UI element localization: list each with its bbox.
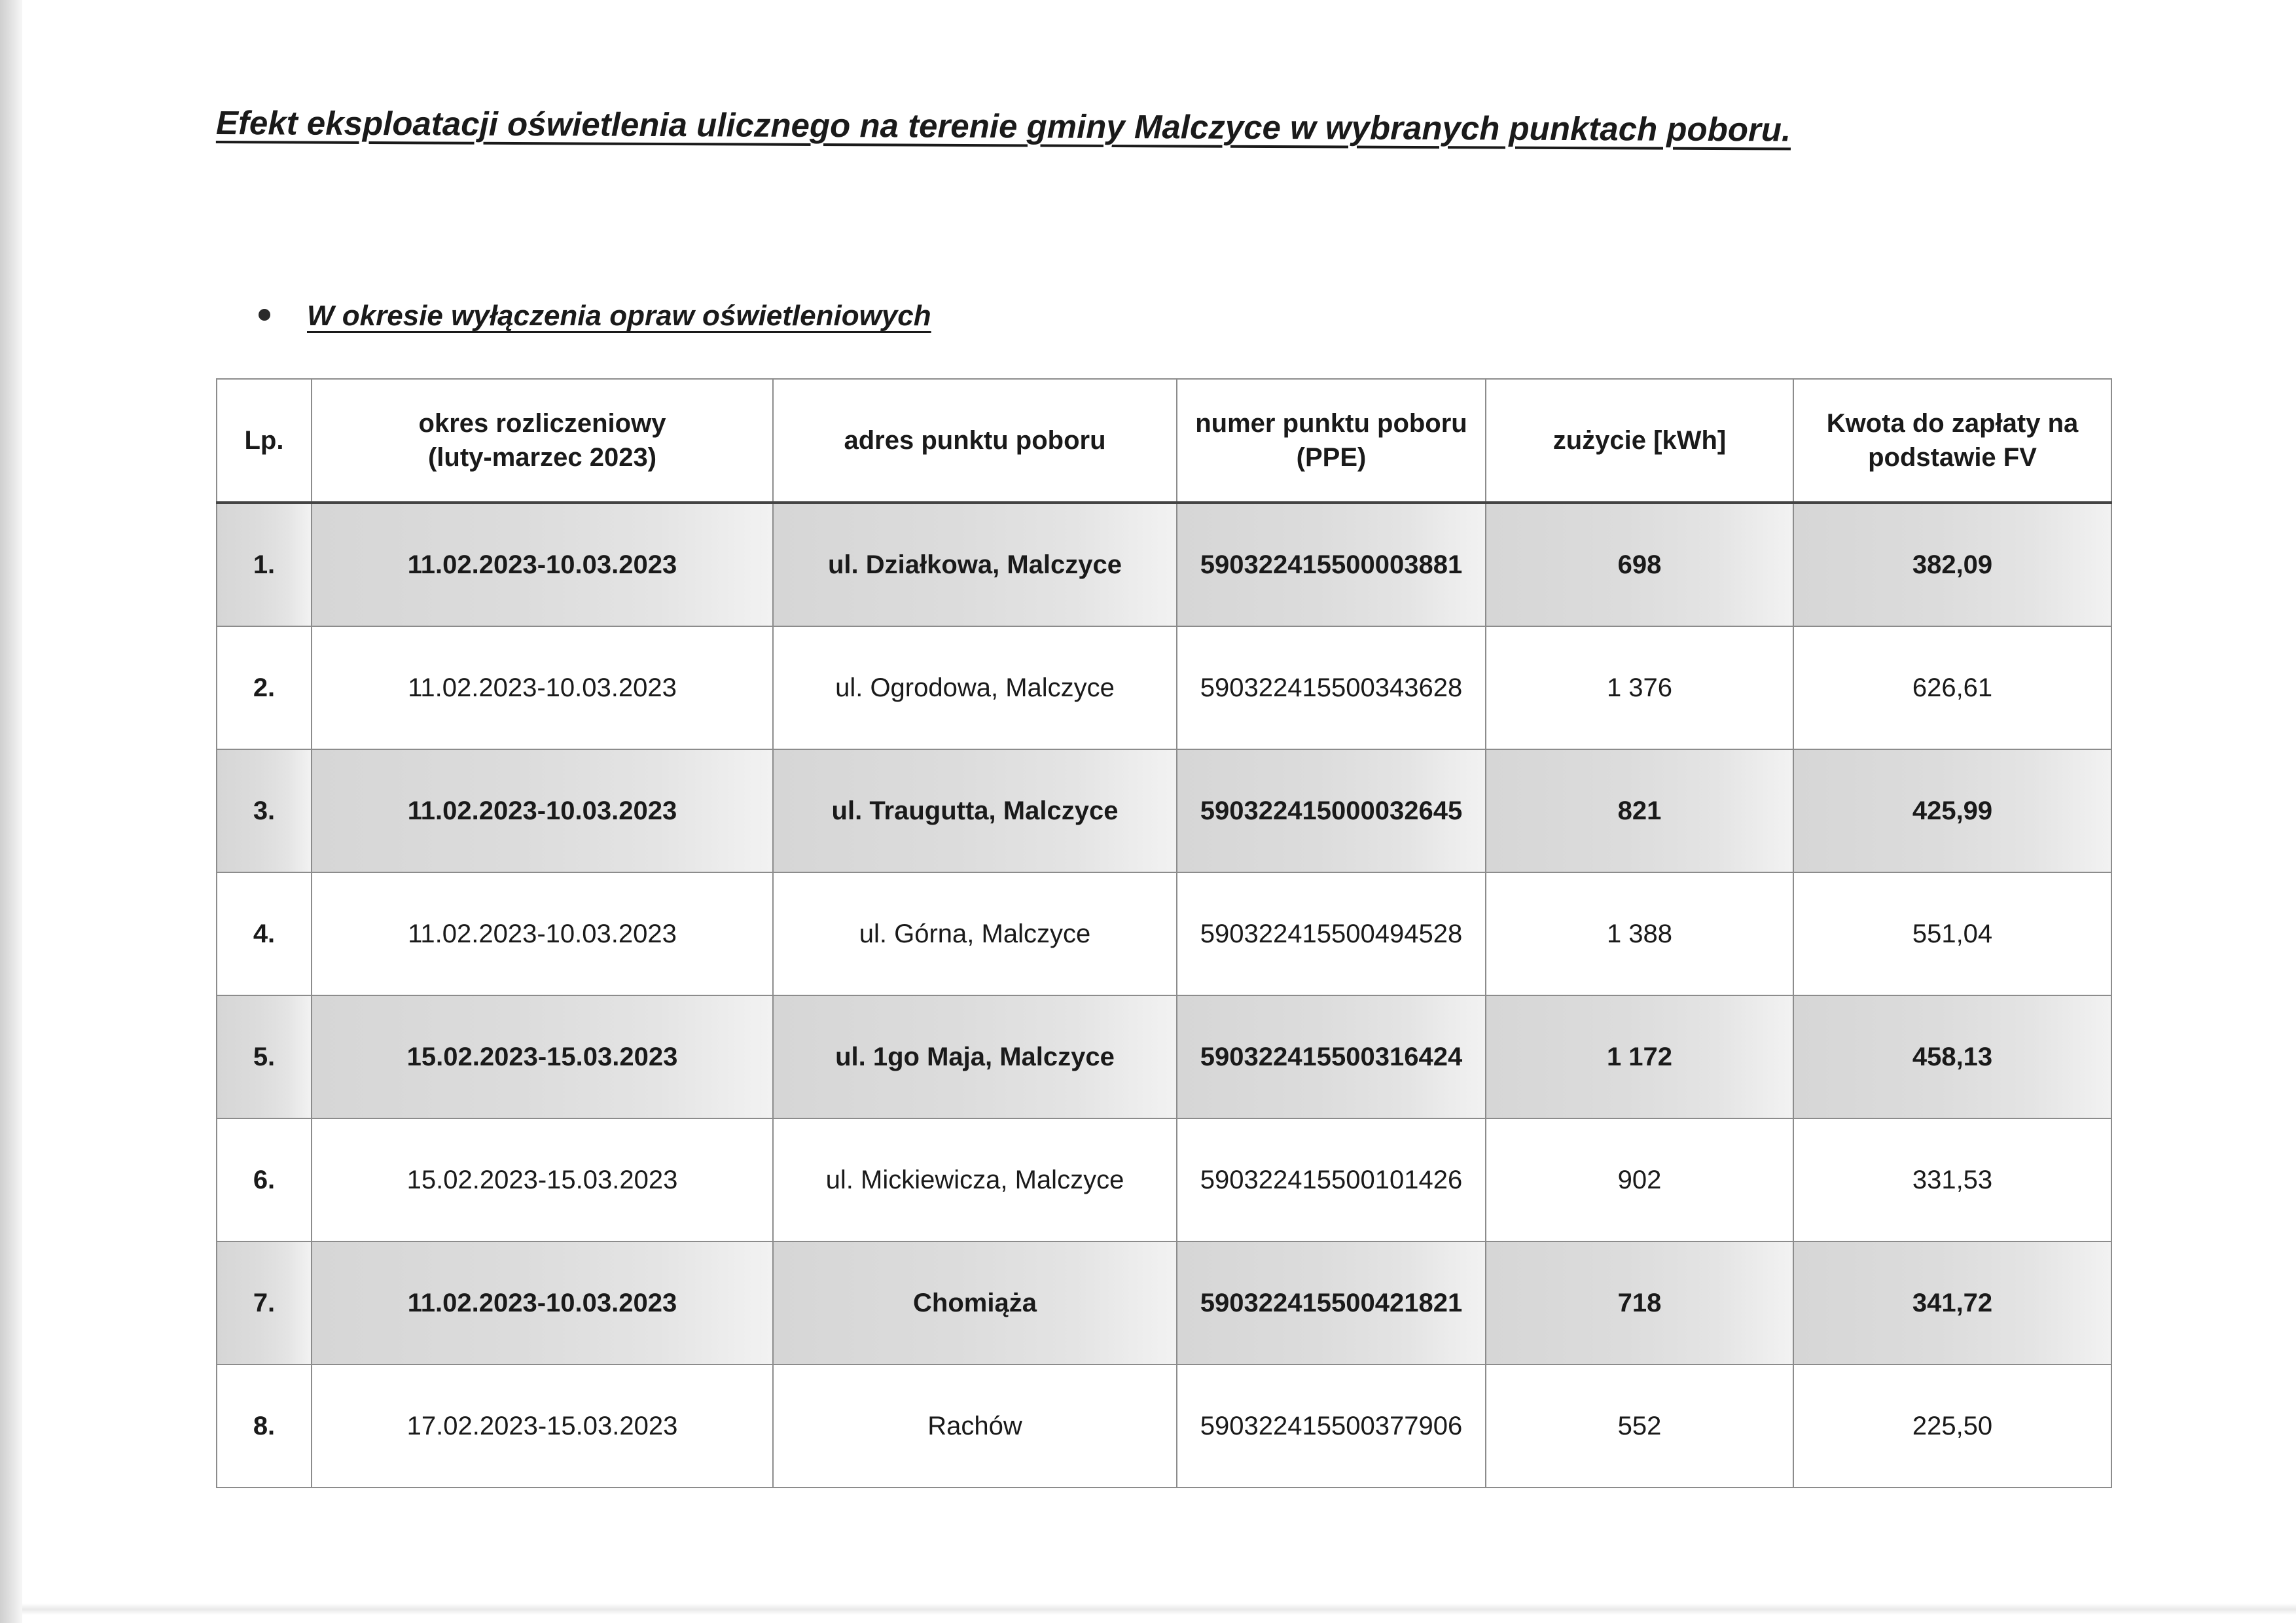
cell-ppe: 590322415500494528: [1177, 872, 1486, 995]
cell-amount: 458,13: [1793, 995, 2111, 1118]
table-header: [217, 379, 2111, 503]
cell-lp: 2.: [217, 626, 312, 749]
cell-period: 15.02.2023-15.03.2023: [312, 995, 773, 1118]
cell-lp: 6.: [217, 1118, 312, 1241]
cell-address: ul. Ogrodowa, Malczyce: [773, 626, 1177, 749]
table-row: [217, 503, 2111, 626]
table-body: [217, 503, 2111, 1488]
table-row: [217, 626, 2111, 749]
cell-lp: 8.: [217, 1364, 312, 1488]
scan-edge-left: [0, 0, 22, 1623]
cell-lp: 4.: [217, 872, 312, 995]
cell-usage: 1 172: [1486, 995, 1793, 1118]
cell-address: ul. 1go Maja, Malczyce: [773, 995, 1177, 1118]
header-ppe: numer punktu poboru (PPE): [1177, 379, 1486, 503]
table-row: [217, 1118, 2111, 1241]
cell-usage: 1 388: [1486, 872, 1793, 995]
cell-amount: 331,53: [1793, 1118, 2111, 1241]
cell-ppe: 590322415500377906: [1177, 1364, 1486, 1488]
cell-lp: 5.: [217, 995, 312, 1118]
scan-edge-bottom: [22, 1603, 2296, 1615]
cell-period: 11.02.2023-10.03.2023: [312, 1241, 773, 1364]
cell-period: 11.02.2023-10.03.2023: [312, 872, 773, 995]
cell-period: 15.02.2023-15.03.2023: [312, 1118, 773, 1241]
header-lp: Lp.: [217, 379, 312, 503]
cell-amount: 551,04: [1793, 872, 2111, 995]
cell-address: Chomiąża: [773, 1241, 1177, 1364]
cell-ppe: 590322415500003881: [1177, 503, 1486, 626]
cell-ppe: 590322415500316424: [1177, 995, 1486, 1118]
section-heading: [259, 300, 931, 332]
document-title: Efekt eksploatacji oświetlenia ulicznego na terenie gminy Malczyce w wybranych punktach poboru.: [215, 104, 1791, 149]
cell-amount: 225,50: [1793, 1364, 2111, 1488]
table-row: [217, 1364, 2111, 1488]
table-row: [217, 872, 2111, 995]
cell-usage: 698: [1486, 503, 1793, 626]
cell-ppe: 590322415500421821: [1177, 1241, 1486, 1364]
header-period: okres rozliczeniowy (luty-marzec 2023): [312, 379, 773, 503]
cell-ppe: 590322415500101426: [1177, 1118, 1486, 1241]
header-amount: Kwota do zapłaty na podstawie FV: [1793, 379, 2111, 503]
cell-usage: 902: [1486, 1118, 1793, 1241]
cell-period: 11.02.2023-10.03.2023: [312, 503, 773, 626]
cell-usage: 821: [1486, 749, 1793, 872]
cell-address: ul. Mickiewicza, Malczyce: [773, 1118, 1177, 1241]
cell-lp: 3.: [217, 749, 312, 872]
cell-period: 17.02.2023-15.03.2023: [312, 1364, 773, 1488]
cell-amount: 626,61: [1793, 626, 2111, 749]
table-row: [217, 749, 2111, 872]
cell-amount: 382,09: [1793, 503, 2111, 626]
cell-usage: 552: [1486, 1364, 1793, 1488]
cell-address: ul. Górna, Malczyce: [773, 872, 1177, 995]
cell-period: 11.02.2023-10.03.2023: [312, 749, 773, 872]
cell-address: Rachów: [773, 1364, 1177, 1488]
header-address: adres punktu poboru: [773, 379, 1177, 503]
table-row: [217, 1241, 2111, 1364]
cell-amount: 341,72: [1793, 1241, 2111, 1364]
table-row: [217, 995, 2111, 1118]
cell-lp: 1.: [217, 503, 312, 626]
cell-amount: 425,99: [1793, 749, 2111, 872]
cell-address: ul. Działkowa, Malczyce: [773, 503, 1177, 626]
cell-lp: 7.: [217, 1241, 312, 1364]
cell-period: 11.02.2023-10.03.2023: [312, 626, 773, 749]
bullet-icon: [259, 309, 270, 321]
section-heading-text: W okresie wyłączenia opraw oświetleniowych: [307, 300, 931, 332]
header-row: [217, 379, 2111, 503]
cell-ppe: 590322415500343628: [1177, 626, 1486, 749]
cell-usage: 718: [1486, 1241, 1793, 1364]
cell-address: ul. Traugutta, Malczyce: [773, 749, 1177, 872]
cell-ppe: 590322415000032645: [1177, 749, 1486, 872]
cell-usage: 1 376: [1486, 626, 1793, 749]
consumption-table: [216, 378, 2112, 1488]
header-usage: zużycie [kWh]: [1486, 379, 1793, 503]
